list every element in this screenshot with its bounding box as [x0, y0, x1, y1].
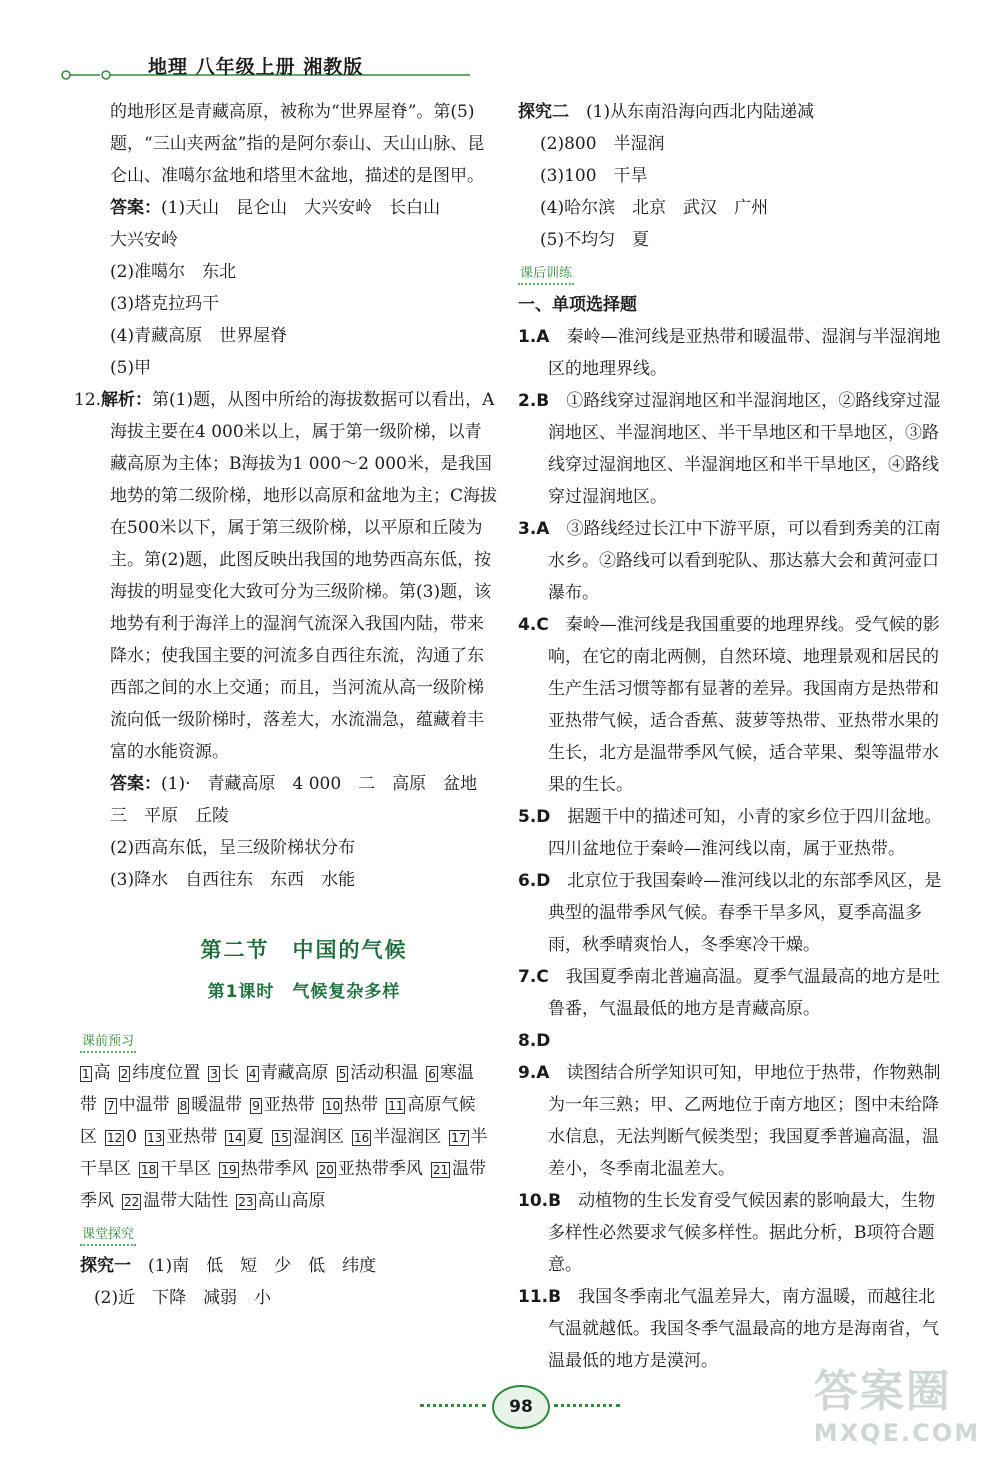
choice-item — [518, 801, 943, 865]
part-heading: 一、单项选择题 — [518, 295, 637, 315]
watermark — [814, 1355, 980, 1447]
choice-key: 11.B — [518, 1287, 562, 1307]
analysis-text: 第(1)题，从图中所给的海拔数据可以看出，A海拔主要在4 000米以上，属于第一级阶梯，以青藏高原为主体；B海拔为1 000～2 000米，是我国地势的第二级阶梯，地形以高原和盆地为主；C海拔在500米以下，属于第三级阶梯，以平原和丘陵为主。第(2)题，此图反映出我国的地势西高东低，按海拔的明显变化大致可分为三级阶梯。第(3)题，该地势有利于海洋上的湿润气流深入我国内陆，带来降水；使我国主要的河流多自西往东流，沟通了东西部之间的水上交通；而且，当河流从高一级阶梯流向低一级阶梯时，落差大，水流湍急，蕴藏着丰富的水能资源。 — [110, 390, 498, 762]
choice-item — [518, 1057, 943, 1185]
choice-key: 3.A — [518, 519, 550, 539]
answer-line: (5)甲 — [110, 358, 152, 378]
text-line: 仑山、准噶尔盆地和塔里木盆地，描述的是图甲。 — [110, 166, 484, 186]
inquiry-line: (5)不均匀 夏 — [540, 230, 650, 250]
footer-dots-right — [554, 1404, 620, 1407]
choice-item — [518, 609, 943, 801]
answer-line: (2)准噶尔 东北 — [110, 262, 237, 282]
answer-label: 答案： — [110, 198, 161, 218]
choice-explanation: 我国冬季南北气温差异大，南方温暖，而越往北气温就越低。我国冬季气温最高的地方是海南省，气温最低的地方是漠河。 — [548, 1287, 939, 1371]
footer-dots-left — [420, 1404, 486, 1407]
item-text: 半干旱区 — [80, 1127, 488, 1179]
item-text: 热带 — [344, 1095, 379, 1115]
preview-item — [337, 1063, 419, 1083]
preview-item — [139, 1159, 211, 1179]
item-text: 干旱区 — [160, 1159, 212, 1179]
choice-key: 7.C — [518, 967, 549, 987]
item-text: 活动积温 — [350, 1063, 419, 1083]
text-line: 的地形区是青藏高原，被称为“世界屋脊”。第(5) — [110, 102, 475, 122]
answer-label: 答案： — [110, 774, 161, 794]
choice-explanation: 读图结合所学知识可知，甲地位于热带，作物熟制为一年三熟；甲、乙两地位于南方地区；图中未给降水信息，无法判断气候类型；我国夏季普遍高温，温差小，冬季南北温差大。 — [548, 1063, 941, 1179]
item-text: 温带季风 — [80, 1159, 487, 1211]
item-text: 寒温带 — [80, 1063, 474, 1115]
item-text: 中温带 — [118, 1095, 170, 1115]
preview-item — [250, 1095, 315, 1115]
choice-key: 4.C — [518, 615, 549, 635]
preview-answers — [80, 1057, 498, 1217]
preview-item — [122, 1191, 228, 1211]
left-column — [74, 96, 498, 1314]
preview-item — [219, 1159, 308, 1179]
choice-explanation: ③路线经过长江中下游平原，可以看到秀美的江南水乡。②路线可以看到驼队、那达慕大会和黄河壶口瀑布。 — [548, 519, 941, 603]
choice-explanation: ①路线穿过湿润地区和半湿润地区，②路线穿过湿润地区、半湿润地区、半干旱地区和干旱地区，③路线穿过湿润地区、半湿润地区和半干旱地区，④路线穿过湿润地区。 — [548, 391, 941, 507]
text-line: 题，“三山夹两盆”指的是阿尔泰山、天山山脉、昆 — [110, 134, 485, 154]
choice-explanation: 我国夏季南北普遍高温。夏季气温最高的地方是吐鲁番，气温最低的地方是青藏高原。 — [548, 967, 940, 1019]
choice-explanation: 据题干中的描述可知，小青的家乡位于四川盆地。四川盆地位于秦岭—淮河线以南，属于亚热带。 — [548, 807, 942, 859]
item-number-box: 10 — [324, 1098, 341, 1113]
choice-item — [518, 865, 943, 961]
choice-explanation: 北京位于我国秦岭—淮河线以北的东部季风区，是典型的温带季风气候。春季干旱多风，夏季高温多雨，秋季晴爽怡人，冬季寒冷干燥。 — [548, 871, 942, 955]
answer-line: 三 平原 丘陵 — [110, 806, 229, 826]
item-text: 暖温带 — [191, 1095, 243, 1115]
item-number-box: 9 — [252, 1098, 260, 1113]
choice-item — [518, 385, 943, 513]
preview-item — [236, 1191, 325, 1211]
item-number-box: 17 — [451, 1130, 467, 1145]
page-number: 98 — [492, 1385, 550, 1429]
answer-line: (1)天山 昆仑山 大兴安岭 长白山 — [161, 198, 441, 218]
preview-item — [352, 1127, 441, 1147]
right-column — [518, 96, 943, 1377]
inquiry-line: (2)近 下降 减弱 小 — [94, 1288, 272, 1308]
item-number-box: 3 — [210, 1066, 218, 1081]
item-text: 湿润区 — [292, 1127, 344, 1147]
preview-item — [178, 1095, 243, 1115]
item-number-box: 22 — [124, 1194, 140, 1209]
choice-item — [518, 961, 943, 1025]
choice-key: 5.D — [518, 807, 551, 827]
page-footer — [420, 1385, 620, 1435]
inquiry-line: (1)从东南沿海向西北内陆递减 — [586, 102, 815, 122]
item-text: 亚热带季风 — [337, 1159, 423, 1179]
item-text: 纬度位置 — [132, 1063, 201, 1083]
item-number-box: 13 — [147, 1130, 163, 1145]
item-number-box: 7 — [107, 1098, 115, 1113]
item-number-box: 21 — [432, 1162, 449, 1177]
question-12 — [74, 384, 498, 768]
item-number-box: 12 — [107, 1130, 123, 1145]
item-number-box: 8 — [179, 1098, 188, 1113]
tag-after-class: 课后训练 — [518, 265, 574, 285]
inquiry-label: 探究二 — [518, 102, 569, 122]
watermark-url: MXQE.COM — [813, 1419, 980, 1447]
choice-explanation: 秦岭—淮河线是亚热带和暖温带、湿润与半湿润地区的地理界线。 — [548, 327, 941, 379]
analysis-label: 解析： — [101, 390, 153, 410]
choice-item — [518, 1185, 943, 1281]
inquiry-line: (4)哈尔滨 北京 武汉 广州 — [540, 198, 769, 218]
preview-item — [317, 1159, 423, 1179]
preview-item — [272, 1127, 344, 1147]
item-number-box: 16 — [353, 1130, 370, 1145]
item-text: 亚热带 — [263, 1095, 315, 1115]
preview-item — [119, 1063, 201, 1083]
item-text: 夏 — [246, 1127, 264, 1147]
preview-item — [145, 1127, 217, 1147]
choice-explanation: 动植物的生长发育受气候因素的影响最大，生物多样性必然要求气候多样性。据此分析，B项符合题意。 — [548, 1191, 936, 1275]
choice-key: 9.A — [518, 1063, 550, 1083]
tag-preview: 课前预习 — [80, 1033, 136, 1053]
item-number-box: 2 — [120, 1066, 129, 1081]
item-number-box: 6 — [428, 1066, 436, 1081]
inquiry-line: (3)100 干旱 — [540, 166, 648, 186]
item-text: 热带季风 — [240, 1159, 309, 1179]
item-number-box: 20 — [318, 1162, 334, 1177]
choice-key: 8.D — [518, 1031, 551, 1051]
item-number-box: 14 — [227, 1130, 243, 1145]
preview-item — [247, 1063, 329, 1083]
choice-key: 6.D — [518, 871, 551, 891]
preview-item — [105, 1095, 170, 1115]
question-number: 12. — [74, 390, 102, 410]
item-text: 长 — [221, 1063, 239, 1083]
item-text: 高山高原 — [257, 1191, 326, 1211]
lesson-title: 第1课时 气候复杂多样 — [207, 982, 401, 1002]
choice-item — [518, 321, 943, 385]
preview-item — [105, 1127, 137, 1147]
choice-answers — [518, 321, 943, 1377]
item-text: 0 — [126, 1127, 138, 1147]
preview-item — [323, 1095, 378, 1115]
choice-key: 1.A — [518, 327, 550, 347]
answer-line: (1)· 青藏高原 4 000 二 高原 盆地 — [161, 774, 478, 794]
preview-item — [225, 1127, 263, 1147]
item-number-box: 4 — [248, 1066, 257, 1081]
item-number-box: 19 — [221, 1162, 237, 1177]
page-header — [60, 52, 480, 92]
item-number-box: 1 — [82, 1066, 90, 1081]
choice-explanation: 秦岭—淮河线是我国重要的地理界线。受气候的影响，在它的南北两侧，自然环境、地理景观和居民的生产生活习惯等都有显著的差异。我国南方是热带和亚热带气候，适合香蕉、菠萝等热带、亚热带水果的生长，北方是温带季风气候，适合苹果、梨等温带水果的生长。 — [548, 615, 940, 795]
choice-item — [518, 513, 943, 609]
answer-line: 大兴安岭 — [110, 230, 178, 250]
choice-key: 2.B — [518, 391, 550, 411]
answer-line: (4)青藏高原 世界屋脊 — [110, 326, 288, 346]
inquiry-label: 探究一 — [80, 1256, 131, 1276]
section-title: 第二节 中国的气候 — [200, 938, 408, 962]
item-text: 高 — [93, 1063, 111, 1083]
preview-item — [208, 1063, 239, 1083]
answer-line: (3)塔克拉玛干 — [110, 294, 220, 314]
answer-line: (2)西高东低，呈三级阶梯状分布 — [110, 838, 356, 858]
item-text: 半湿润区 — [373, 1127, 442, 1147]
tag-class-inquiry: 课堂探究 — [80, 1226, 136, 1246]
choice-item — [518, 1025, 943, 1057]
choice-key: 10.B — [518, 1191, 562, 1211]
watermark-logo: 答案圈 — [813, 1366, 952, 1417]
header-title: 地理 八年级上册 湘教版 — [148, 56, 364, 78]
item-number-box: 15 — [273, 1130, 289, 1145]
item-text: 温带大陆性 — [143, 1191, 229, 1211]
item-text: 高原气候区 — [80, 1095, 476, 1147]
answer-line: (3)降水 自西往东 东西 水能 — [110, 870, 356, 890]
preview-item — [80, 1063, 111, 1083]
item-number-box: 11 — [388, 1098, 404, 1113]
item-number-box: 5 — [338, 1066, 347, 1081]
item-number-box: 18 — [141, 1162, 157, 1177]
item-number-box: 23 — [238, 1194, 254, 1209]
inquiry-line: (2)800 半湿润 — [540, 134, 665, 154]
item-text: 亚热带 — [166, 1127, 218, 1147]
inquiry-line: (1)南 低 短 少 低 纬度 — [148, 1256, 377, 1276]
item-text: 青藏高原 — [260, 1063, 329, 1083]
